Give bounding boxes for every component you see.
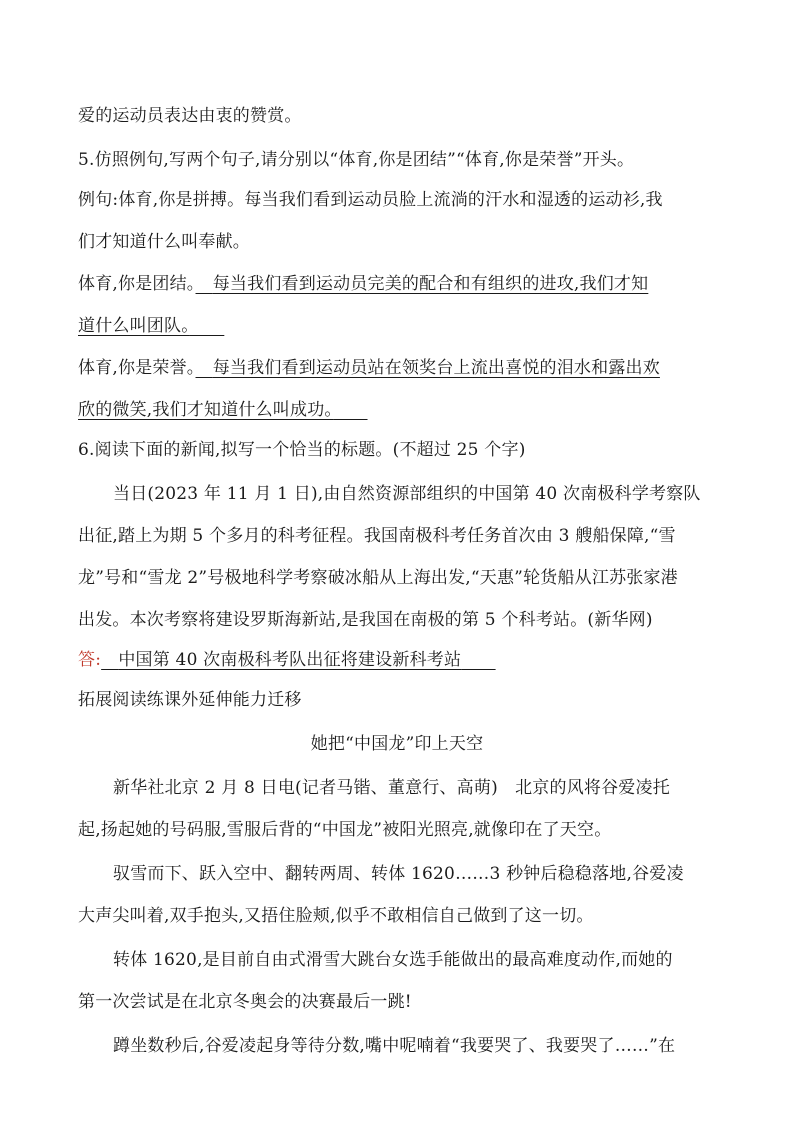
- paragraph-text: 转体 1620,是目前自由式滑雪大跳台女选手能做出的最高难度动作,而她的: [113, 950, 673, 970]
- paragraph-text: 龙”号和“雪龙 2”号极地科学考察破冰船从上海出发,“天惠”轮货船从江苏张家港: [78, 568, 678, 588]
- answer-label: 答:: [78, 650, 102, 670]
- paragraph-text: 蹲坐数秒后,谷爱凌起身等待分数,嘴中呢喃着“我要哭了、我要哭了……”在: [113, 1036, 676, 1056]
- answer-text: 中国第 40 次南极科考队出征将建设新科考站: [118, 650, 462, 670]
- paragraph-text: 第一次尝试是在北京冬奥会的决赛最后一跳!: [78, 992, 412, 1012]
- answer-text: 道什么叫团队。: [78, 316, 190, 336]
- question-6: [78, 438, 724, 462]
- answer-line-unity: [78, 314, 724, 338]
- answer-text: 欣的微笑,我们才知道什么叫成功。: [78, 400, 334, 420]
- paragraph-text: 新华社北京 2 月 8 日电(记者马锴、董意行、高萌) 北京的风将谷爱凌托: [113, 778, 670, 798]
- question-text: 5.仿照例句,写两个句子,请分别以“体育,你是团结”“体育,你是荣誉”开头。: [78, 150, 635, 170]
- answer-prefix: 体育,你是团结。: [78, 274, 196, 294]
- news-paragraph: [113, 482, 724, 506]
- example-text: 们才知道什么叫奉献。: [78, 232, 250, 252]
- paragraph-text: 出发。本次考察将建设罗斯海新站,是我国在南极的第 5 个科考站。(新华网): [78, 610, 653, 630]
- answer-line-headline: [78, 648, 724, 672]
- paragraph-text: 驭雪而下、跃入空中、翻转两周、转体 1620……3 秒钟后稳稳落地,谷爱凌: [113, 864, 684, 884]
- news-paragraph: [78, 608, 724, 632]
- paragraph-text: 起,扬起她的号码服,雪服后背的“中国龙”被阳光照亮,就像印在了天空。: [78, 820, 612, 840]
- section-heading-text: 拓展阅读练课外延伸能力迁移: [78, 690, 302, 710]
- article-paragraph: [78, 818, 724, 842]
- example-text: 例句:体育,你是拼搏。每当我们看到运动员脸上流淌的汗水和湿透的运动衫,我: [78, 190, 663, 210]
- article-paragraph: [113, 776, 724, 800]
- article-title: [0, 732, 794, 756]
- news-paragraph: [78, 524, 724, 548]
- text-line: [78, 104, 724, 128]
- article-title-text: 她把“中国龙”印上天空: [310, 734, 484, 754]
- answer-text: 每当我们看到运动员完美的配合和有组织的进攻,我们才知: [212, 274, 649, 294]
- paragraph-text: 当日(2023 年 11 月 1 日),由自然资源部组织的中国第 40 次南极科学考察队: [113, 484, 701, 504]
- example-line: [78, 188, 724, 212]
- article-paragraph: [78, 990, 724, 1014]
- paragraph-text: 大声尖叫着,双手抱头,又捂住脸颊,似乎不敢相信自己做到了这一切。: [78, 906, 594, 926]
- answer-line-honor: [78, 356, 724, 380]
- paragraph-text: 爱的运动员表达由衷的赞赏。: [78, 106, 302, 126]
- paragraph-text: 出征,踏上为期 5 个多月的科考征程。我国南极科考任务首次由 3 艘船保障,“雪: [78, 526, 676, 546]
- article-paragraph: [113, 948, 724, 972]
- article-paragraph: [113, 862, 724, 886]
- example-line: [78, 230, 724, 254]
- article-paragraph: [78, 904, 724, 928]
- section-heading: [78, 688, 724, 712]
- article-paragraph: [113, 1034, 724, 1058]
- answer-line-honor: [78, 398, 724, 422]
- news-paragraph: [78, 566, 724, 590]
- answer-text: 每当我们看到运动员站在领奖台上流出喜悦的泪水和露出欢: [212, 358, 660, 378]
- answer-line-unity: [78, 272, 724, 296]
- question-text: 6.阅读下面的新闻,拟写一个恰当的标题。(不超过 25 个字): [78, 440, 526, 460]
- question-5: [78, 148, 724, 172]
- answer-prefix: 体育,你是荣誉。: [78, 358, 196, 378]
